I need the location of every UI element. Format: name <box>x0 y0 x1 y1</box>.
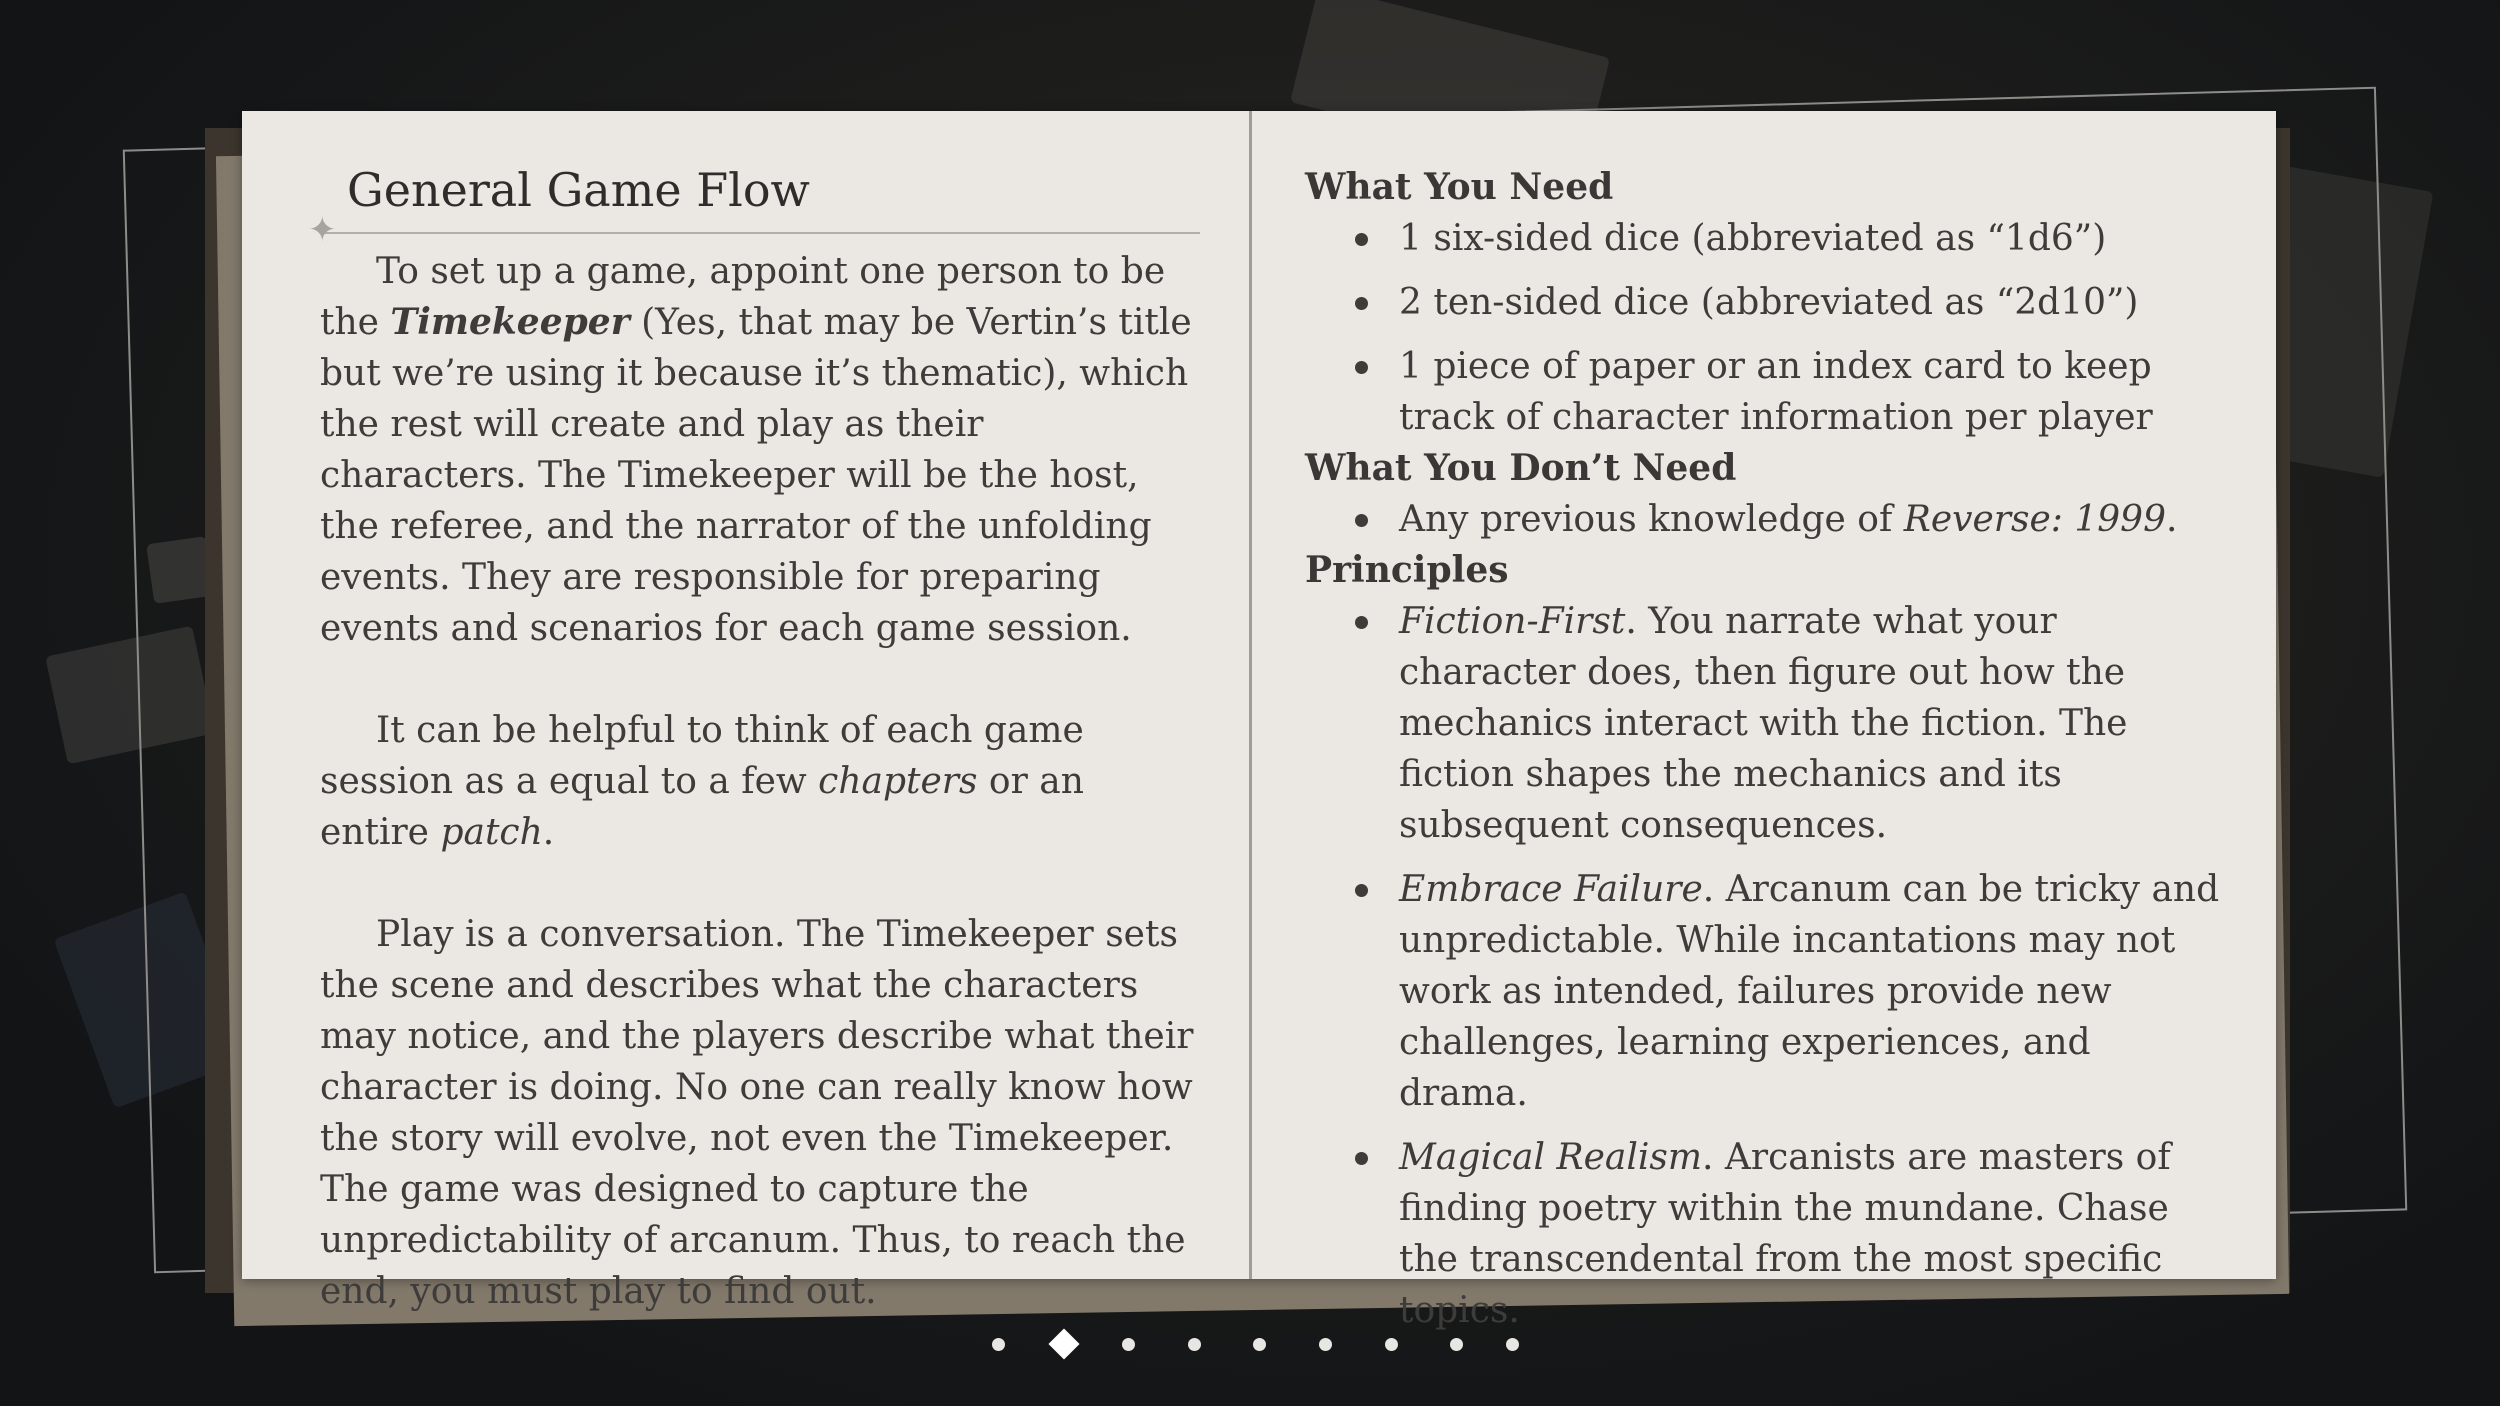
list-item <box>1305 277 2225 328</box>
bullet-icon <box>1355 297 1368 310</box>
page-dot-3[interactable] <box>1122 1338 1135 1351</box>
sparkle-icon: ✦ <box>308 210 337 251</box>
bullet-icon <box>1355 361 1368 374</box>
principle-term: Fiction-First <box>1399 601 1626 642</box>
text-span: Any previous knowledge of <box>1399 499 1904 540</box>
divider-line <box>320 232 1200 234</box>
list-item-text: 2 ten-sided dice (abbreviated as “2d10”) <box>1399 282 2139 323</box>
bullet-icon <box>1355 514 1368 527</box>
principle-term: Embrace Failure <box>1399 869 1703 910</box>
timekeeper-term: Timekeeper <box>390 301 630 344</box>
text-span: (Yes, that may be Vertin’s title but we’re using it because it’s thematic), which the rest will create and play as their characters. The Timekeeper will be the host, the referee, and the narrator of the unfolding events. They are responsible for preparing events and scenarios for each game session. <box>320 302 1192 650</box>
slide-pagination <box>0 1330 2500 1360</box>
game-title: Reverse: 1999 <box>1903 499 2166 540</box>
chapters-term: chapters <box>818 761 978 803</box>
page-title: General Game Flow <box>347 163 810 217</box>
page-dot-current-diamond-icon[interactable] <box>1048 1328 1079 1359</box>
list-item <box>1305 341 2225 443</box>
page-dot-4[interactable] <box>1188 1338 1201 1351</box>
book-spread <box>242 111 2276 1331</box>
text-span: . <box>542 812 555 854</box>
list-item <box>1305 494 2225 545</box>
needs-list <box>1305 213 2225 443</box>
list-item <box>1305 213 2225 264</box>
patch-term: patch <box>440 812 543 854</box>
heading-what-you-dont-need: What You Don’t Need <box>1305 447 1737 489</box>
list-item-text: 1 six-sided dice (abbreviated as “1d6”) <box>1399 218 2107 259</box>
dont-needs-list <box>1305 494 2225 545</box>
title-divider <box>308 210 1200 251</box>
heading-principles: Principles <box>1305 549 1509 591</box>
page-dot-7[interactable] <box>1385 1338 1398 1351</box>
paragraph-setup <box>320 246 1200 654</box>
list-item <box>1305 864 2225 1119</box>
list-item <box>1305 596 2225 851</box>
text-span: To set up a game, appoint one person to be the <box>320 251 1166 344</box>
page-dot-9[interactable] <box>1506 1338 1519 1351</box>
page-dot-8[interactable] <box>1450 1338 1463 1351</box>
bullet-icon <box>1355 233 1368 246</box>
text-span: or an entire <box>320 761 1084 854</box>
principle-text: . Arcanum can be tricky and unpredictable. While incantations may not work as intended, failures provide new challenges, learning experiences, and drama. <box>1399 869 2220 1114</box>
bullet-icon <box>1355 616 1368 629</box>
left-page <box>308 163 1200 1317</box>
page-dot-5[interactable] <box>1253 1338 1266 1351</box>
principle-text: . You narrate what your character does, then figure out how the mechanics interact with the fiction. The fiction shapes the mechanics and its subsequent consequences. <box>1399 601 2128 846</box>
page-dot-6[interactable] <box>1319 1338 1332 1351</box>
right-page <box>1305 162 2225 1336</box>
principles-list <box>1305 596 2225 1336</box>
list-item <box>1305 1132 2225 1336</box>
heading-what-you-need: What You Need <box>1305 166 1614 208</box>
paragraph-conversation: Play is a conversation. The Timekeeper sets the scene and describes what the characters may notice, and the players describe what their character is doing. No one can really know how the story will evolve, not even the Timekeeper. The game was designed to capture the unpredictability of arcanum. Thus, to reach the end, you must play to find out. <box>320 914 1194 1313</box>
list-item-text: 1 piece of paper or an index card to keep track of character information per player <box>1399 346 2153 438</box>
text-span: It can be helpful to think of each game session as a equal to a few <box>320 710 1084 803</box>
bullet-icon <box>1355 884 1368 897</box>
paragraph-session <box>320 705 1200 858</box>
text-span: . <box>2165 499 2178 540</box>
book-spine-divider <box>1249 111 1252 1279</box>
bullet-icon <box>1355 1152 1368 1165</box>
principle-term: Magical Realism <box>1399 1137 1702 1178</box>
page-dot-1[interactable] <box>992 1338 1005 1351</box>
principle-text: . Arcanists are masters of finding poetry within the mundane. Chase the transcendental from the most specific topics. <box>1399 1137 2171 1331</box>
